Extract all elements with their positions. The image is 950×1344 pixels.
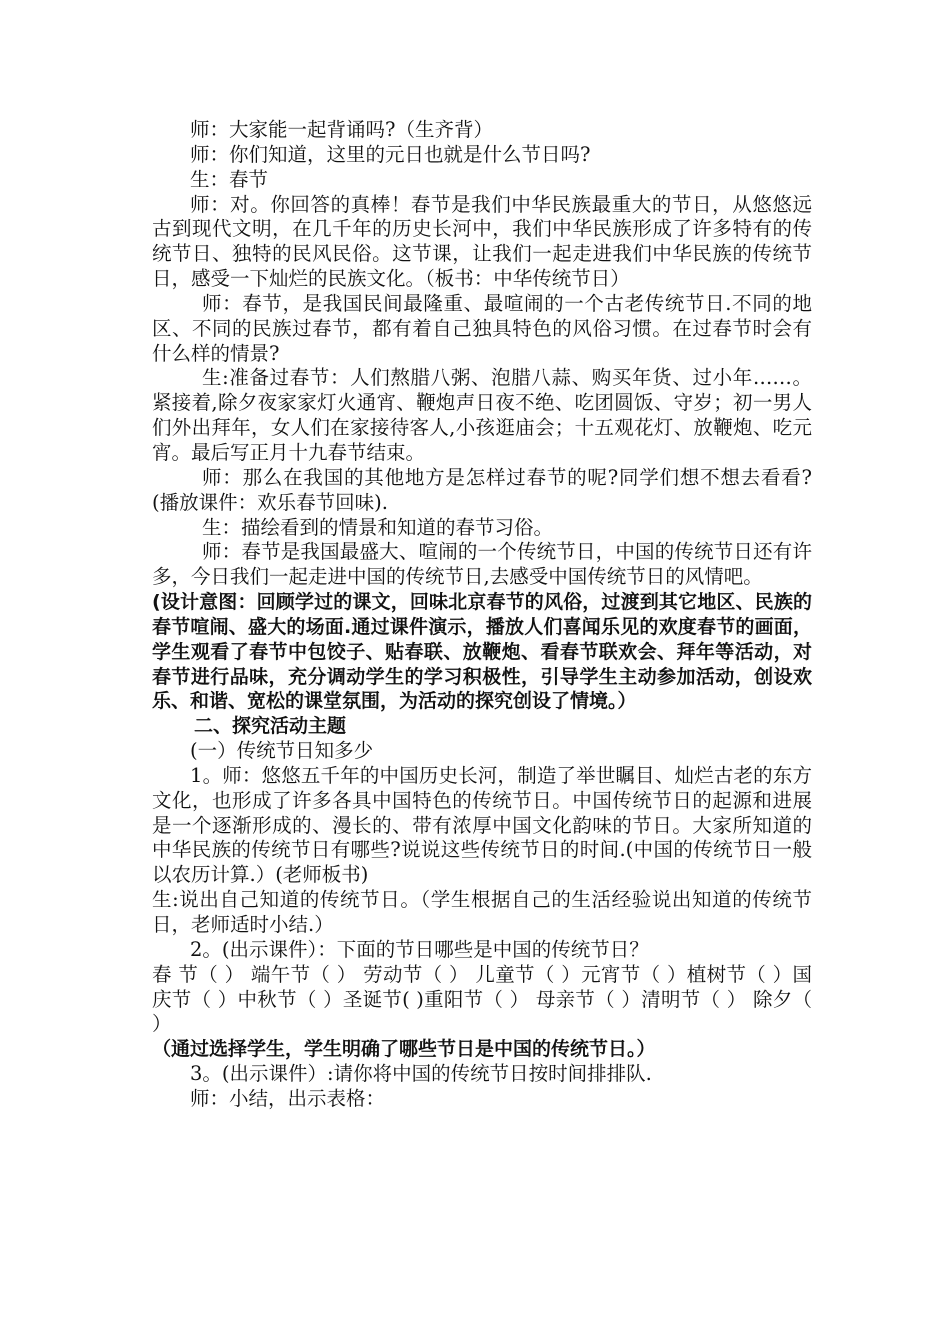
paragraph-teacher-question: 师：你们知道，这里的元日也就是什么节日吗? <box>190 142 591 166</box>
paragraph-teacher-transition: 师：春节是我国最盛大、喧闹的一个传统节日，中国的传统节日还有许多，今日我们一起走进中国的传统节日,去感受中国传统节日的风情吧。 <box>152 540 812 589</box>
paragraph-festival-choices: 春 节（ ） 端午节（ ） 劳动节（ ） 儿童节（ ）元宵节（ ）植树节（ ）国庆节（ ）中秋节（ ）圣诞节( )重阳节（ ） 母亲节（ ）清明节（ ） 除夕（ ） <box>152 962 812 1036</box>
document-page <box>152 118 812 1112</box>
paragraph-item-1: 1。师：悠悠五千年的中国历史长河，制造了举世瞩目、灿烂古老的东方文化，也形成了许多各具中国特色的传统节日。中国传统节日的起源和进展是一个逐渐形成的、漫长的、带有浓厚中国文化韵味的节日。大家所知道的中华民族的传统节日有哪些?说说这些传统节日的时间.(中国的传统节日一般以农历计算.）(老师板书) <box>152 763 812 887</box>
paragraph-student-list: 生:说出自己知道的传统节日。（学生根据自己的生活经验说出知道的传统节日，老师适时小结.） <box>152 888 812 936</box>
paragraph-student-answer: 生：春节 <box>190 167 269 191</box>
paragraph-choice-note: （通过选择学生，学生明确了哪些节日是中国的传统节日。） <box>152 1038 656 1061</box>
paragraph-item-3: 3。(出示课件）:请你将中国的传统节日按时间排排队. <box>190 1062 652 1086</box>
paragraph-teacher-recite: 师：大家能一起背诵吗?（生齐背） <box>190 118 493 141</box>
paragraph-teacher-intro: 师：对。你回答的真棒！春节是我们中华民族最重大的节日，从悠悠远古到现代文明，在几千年的历史长河中，我们中华民族形成了许多特有的传统节日、独特的民风民俗。这节课，让我们一起走进我们中华民族的传统节日，感受一下灿烂的民族文化。（板书：中华传统节日） <box>152 192 812 291</box>
section-heading: 二、探究活动主题 <box>194 715 347 738</box>
paragraph-teacher-other-places: 师：那么在我国的其他地方是怎样过春节的呢?同学们想不想去看看?(播放课件：欢乐春节回味). <box>152 465 812 514</box>
paragraph-summary: 师：小结，出示表格： <box>190 1086 386 1110</box>
paragraph-item-2: 2。(出示课件）：下面的节日哪些是中国的传统节日？ <box>190 937 649 961</box>
paragraph-teacher-spring-festival: 师：春节，是我国民间最隆重、最喧闹的一个古老传统节日.不同的地区、不同的民族过春节，都有着自己独具特色的风俗习惯。在过春节时会有什么样的情景? <box>152 291 812 365</box>
paragraph-student-customs: 生:准备过春节：人们熬腊八粥、泡腊八蒜、购买年货、过小年……。紧接着,除夕夜家家灯火通宵、鞭炮声日夜不绝、吃团圆饭、守岁；初一男人们外出拜年，女人们在家接待客人,小孩逛庙会；十五观花灯、放鞭炮、吃元宵。最后写正月十九春节结束。 <box>152 366 812 464</box>
paragraph-student-describe: 生：描绘看到的情景和知道的春节习俗。 <box>202 515 554 539</box>
paragraph-design-intent: (设计意图：回顾学过的课文，回味北京春节的风俗，过渡到其它地区、民族的春节喧闹、盛大的场面.通过课件演示，播放人们喜闻乐见的欢度春节的画面，学生观看了春节中包饺子、贴春联、放鞭炮、看春节联欢会、拜年等活动，对春节进行品味，充分调动学生的学习积极性，引导学生主动参加活动，创设欢乐、和谐、宽松的课堂氛围，为活动的探究创设了情境。） <box>152 591 812 713</box>
subsection-heading: (一）传统节日知多少 <box>190 739 374 763</box>
